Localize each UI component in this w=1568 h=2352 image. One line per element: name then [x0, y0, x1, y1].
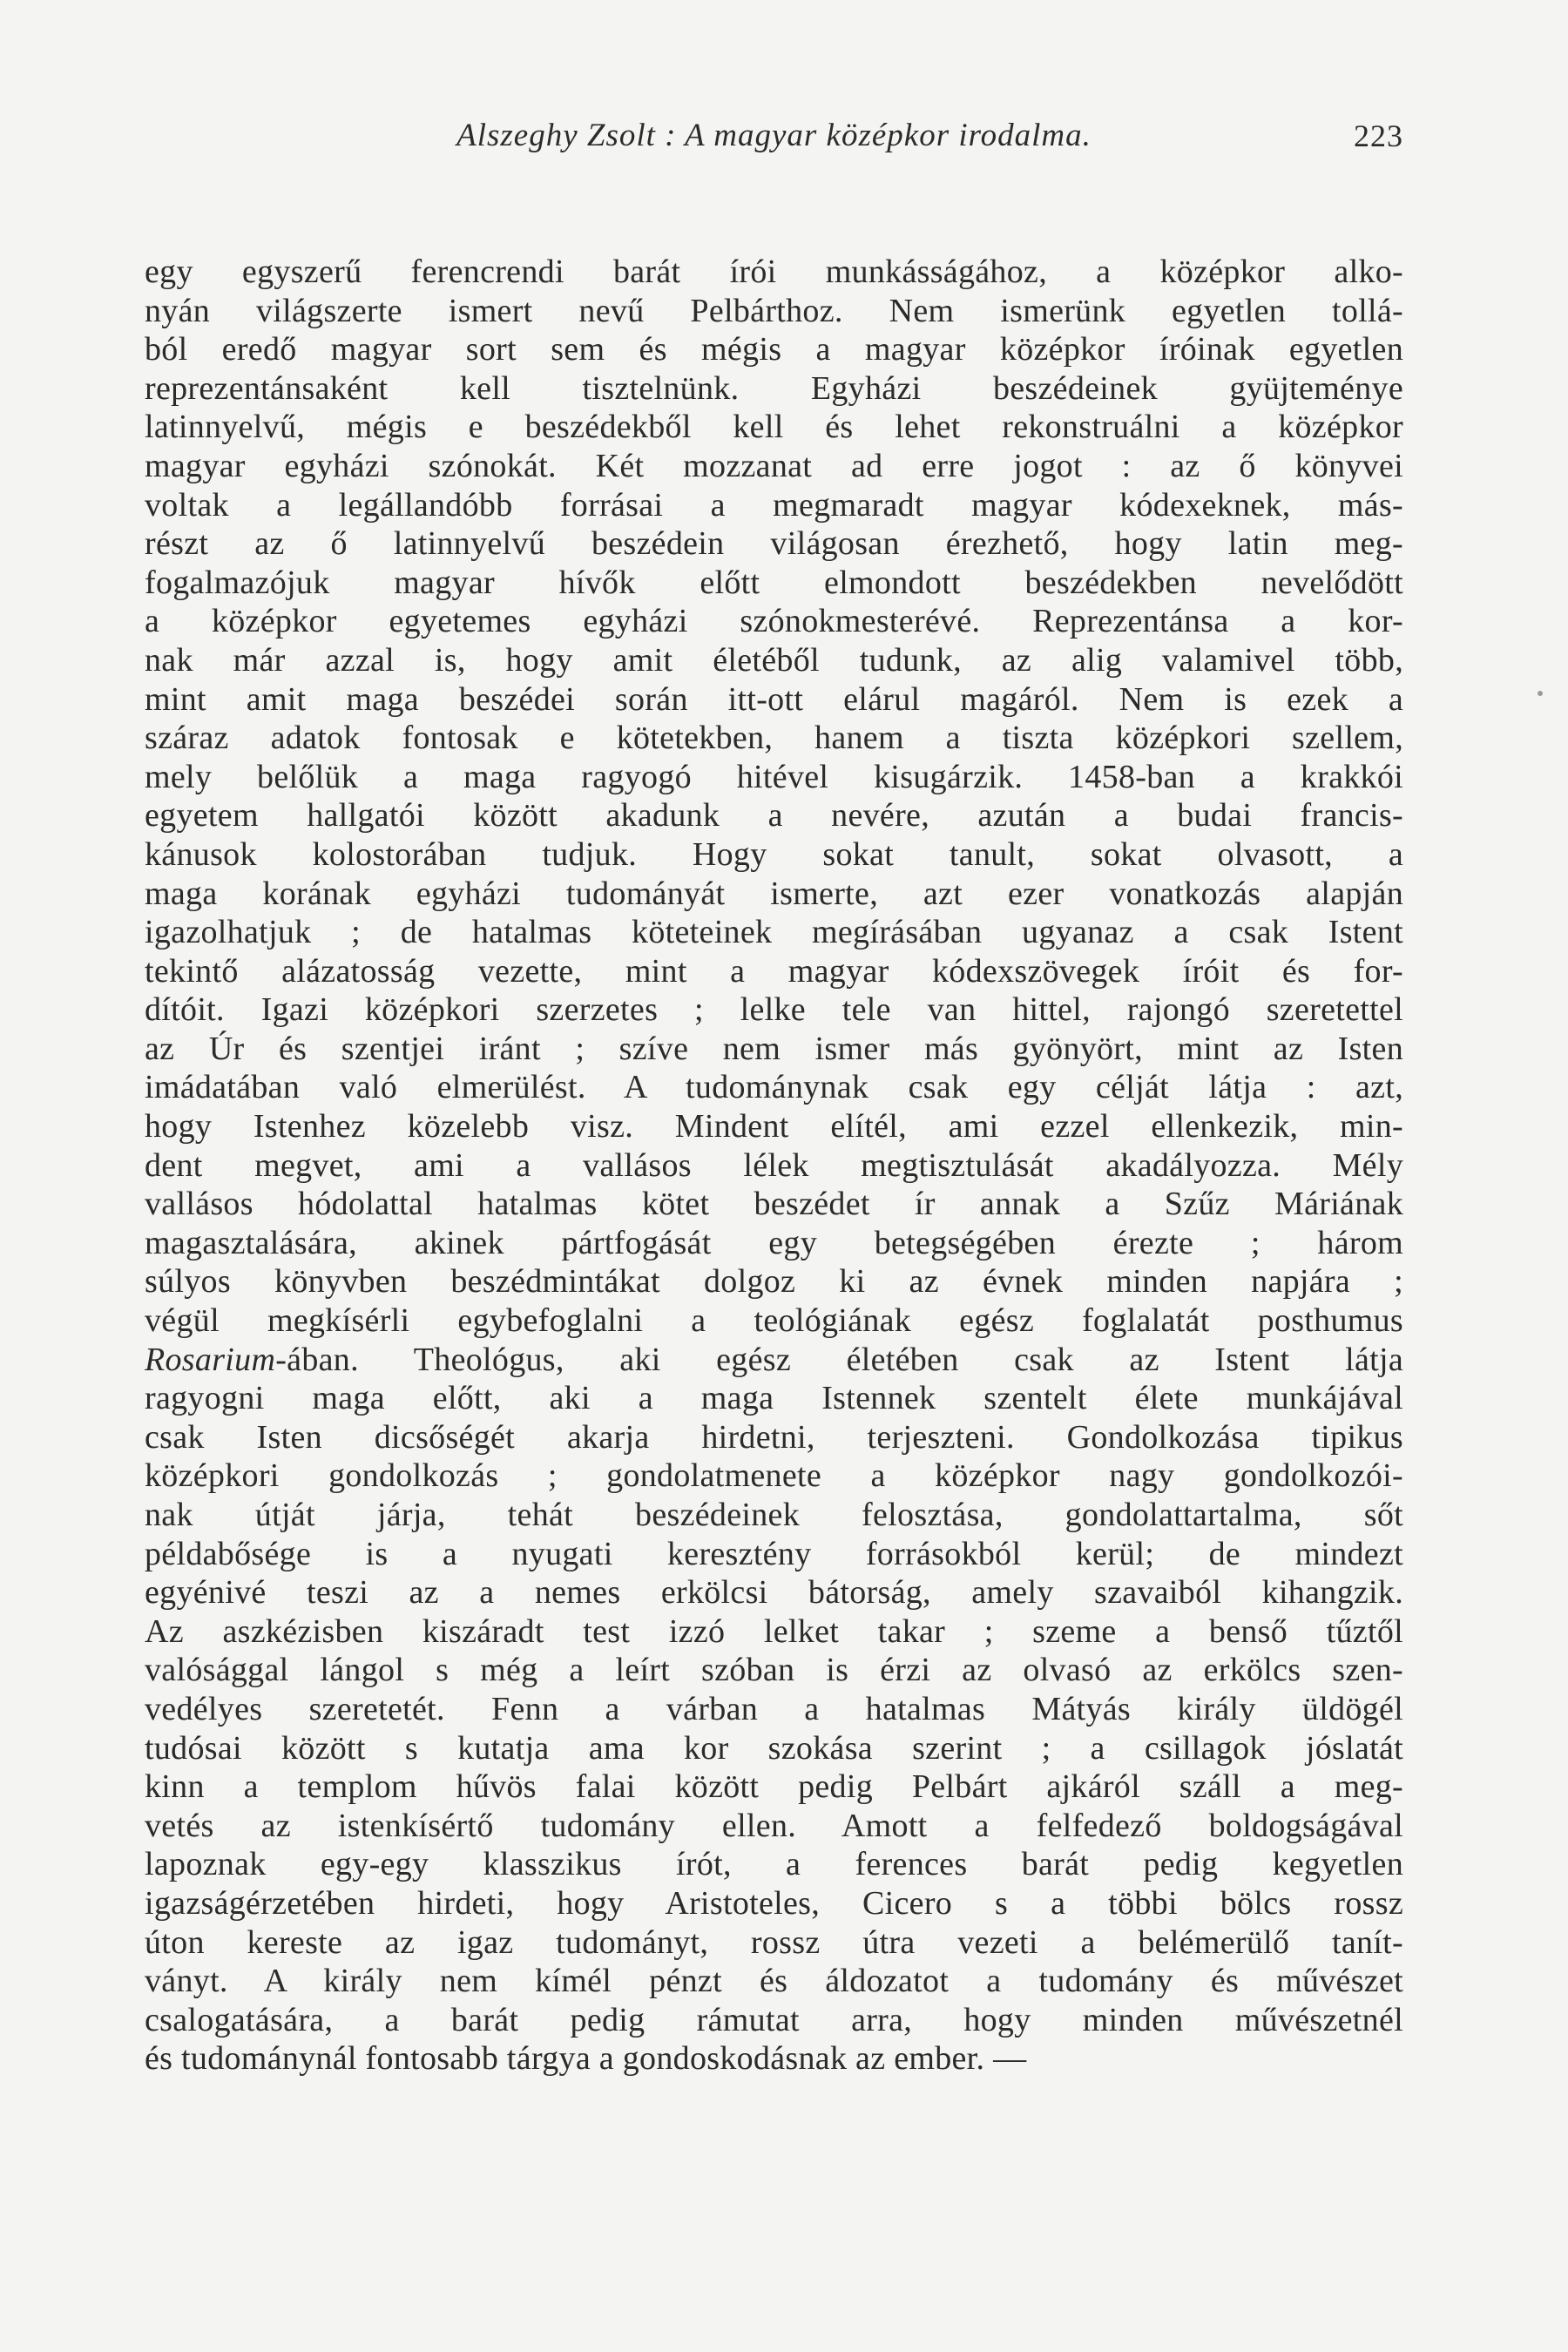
text-line: vetés az istenkísértő tudomány ellen. Amott a felfedező boldogságával: [145, 1807, 1403, 1844]
text-line: imádatában való elmerülést. A tudománynak csak egy célját látja : azt,: [145, 1069, 1403, 1106]
text-line: kinn a templom hűvös falai között pedig Pelbárt ajkáról száll a meg-: [145, 1768, 1403, 1806]
text-line: úton kereste az igaz tudományt, rossz útra vezeti a belémerülő tanít-: [145, 1923, 1403, 1961]
text-line: tekintő alázatosság vezette, mint a magyar kódexszövegek íróit és for-: [145, 952, 1403, 990]
running-head: [145, 113, 1403, 159]
text-line: a középkor egyetemes egyházi szónokmesterévé. Reprezentánsa a kor-: [145, 603, 1403, 640]
page-number: 223: [1354, 118, 1403, 153]
text-line: egy egyszerű ferencrendi barát írói munkásságához, a középkor alko-: [145, 253, 1403, 290]
text-line: vallásos hódolattal hatalmas kötet beszédet ír annak a Szűz Máriának: [145, 1186, 1403, 1223]
text-line: magasztalására, akinek pártfogását egy betegségében érezte ; három: [145, 1224, 1403, 1261]
running-title: Alszeghy Zsolt : A magyar középkor irodalma.: [456, 118, 1092, 153]
body-text: [145, 253, 1403, 2078]
text-line-rosarium: [145, 1341, 1403, 1380]
text-line: mely belőlük a maga ragyogó hitével kisugárzik. 1458-ban a krakkói: [145, 758, 1403, 795]
text-line: súlyos könyvben beszédmintákat dolgoz ki az évnek minden napjára ;: [145, 1263, 1403, 1301]
text-line: vedélyes szeretetét. Fenn a várban a hatalmas Mátyás király üldögél: [145, 1690, 1403, 1727]
text-line: nyán világszerte ismert nevű Pelbárthoz. Nem ismerünk egyetlen tollá-: [145, 292, 1403, 329]
italic-term: Rosarium: [145, 1341, 276, 1378]
text-span: -ában. Theológus, aki egész életében csak az Istent látja: [275, 1341, 1403, 1378]
text-line: lapoznak egy-egy klasszikus írót, a ferences barát pedig kegyetlen: [145, 1846, 1403, 1883]
text-line: csalogatására, a barát pedig rámutat arra, hogy minden művészetnél: [145, 2001, 1403, 2038]
text-line: latinnyelvű, mégis e beszédekből kell és lehet rekonstruálni a középkor: [145, 409, 1403, 446]
text-line: Az aszkézisben kiszáradt test izzó lelket takar ; szeme a benső tűztől: [145, 1612, 1403, 1650]
text-line: középkori gondolkozás ; gondolatmenete a középkor nagy gondolkozói-: [145, 1457, 1403, 1495]
text-line: tudósai között s kutatja ama kor szokása szerint ; a csillagok jóslatát: [145, 1729, 1403, 1767]
text-line: részt az ő latinnyelvű beszédein világosan érezhető, hogy latin meg-: [145, 525, 1403, 563]
text-line: maga korának egyházi tudományát ismerte, azt ezer vonatkozás alapján: [145, 875, 1403, 912]
text-line: igazolhatjuk ; de hatalmas köteteinek megírásában ugyanaz a csak Istent: [145, 914, 1403, 951]
text-line: csak Isten dicsőségét akarja hirdetni, terjeszteni. Gondolkozása tipikus: [145, 1418, 1403, 1456]
text-line: voltak a legállandóbb forrásai a megmaradt magyar kódexeknek, más-: [145, 486, 1403, 524]
text-line: valósággal lángol s még a leírt szóban is érzi az olvasó az erkölcs szen-: [145, 1652, 1403, 1689]
text-line: dítóit. Igazi középkori szerzetes ; lelke tele van hittel, rajongó szeretettel: [145, 991, 1403, 1029]
text-line: az Úr és szentjei iránt ; szíve nem ismer más gyönyört, mint az Isten: [145, 1030, 1403, 1067]
text-line: magyar egyházi szónokát. Két mozzanat ad erre jogot : az ő könyvei: [145, 447, 1403, 484]
text-line: végül megkísérli egybefoglalni a teológiának egész foglalatát posthumus: [145, 1302, 1403, 1340]
text-line: fogalmazójuk magyar hívők előtt elmondott beszédekben nevelődött: [145, 564, 1403, 601]
text-line: nak már azzal is, hogy amit életéből tudunk, az alig valamivel több,: [145, 641, 1403, 679]
text-line-final: és tudománynál fontosabb tárgya a gondoskodásnak az ember. —: [145, 2040, 1027, 2078]
text-line: példabősége is a nyugati keresztény forrásokból kerül; de mindezt: [145, 1535, 1403, 1572]
text-line: ragyogni maga előtt, aki a maga Istennek szentelt élete munkájával: [145, 1380, 1403, 1417]
text-line: reprezentánsaként kell tisztelnünk. Egyházi beszédeinek gyüjteménye: [145, 369, 1403, 407]
text-line: egyénivé teszi az a nemes erkölcsi bátorság, amely szavaiból kihangzik.: [145, 1574, 1403, 1612]
text-line: ból eredő magyar sort sem és mégis a magyar középkor íróinak egyetlen: [145, 331, 1403, 368]
text-line: igazságérzetében hirdeti, hogy Aristoteles, Cicero s a többi bölcs rossz: [145, 1884, 1403, 1922]
text-line: dent megvet, ami a vallásos lélek megtisztulását akadályozza. Mély: [145, 1146, 1403, 1184]
text-line: nak útját járja, tehát beszédeinek felosztása, gondolattartalma, sőt: [145, 1497, 1403, 1533]
text-line: kánusok kolostorában tudjuk. Hogy sokat tanult, sokat olvasott, a: [145, 835, 1403, 873]
text-line: hogy Istenhez közelebb visz. Mindent elítél, ami ezzel ellenkezik, min-: [145, 1108, 1403, 1146]
margin-speck: [1538, 691, 1543, 696]
text-line: egyetem hallgatói között akadunk a nevére, azután a budai francis-: [145, 797, 1403, 835]
text-line: mint amit maga beszédei során itt-ott elárul magáról. Nem is ezek a: [145, 680, 1403, 718]
text-line: száraz adatok fontosak e kötetekben, hanem a tiszta középkori szellem,: [145, 720, 1403, 757]
text-line: ványt. A király nem kímél pénzt és áldozatot a tudomány és művészet: [145, 1963, 1403, 2000]
